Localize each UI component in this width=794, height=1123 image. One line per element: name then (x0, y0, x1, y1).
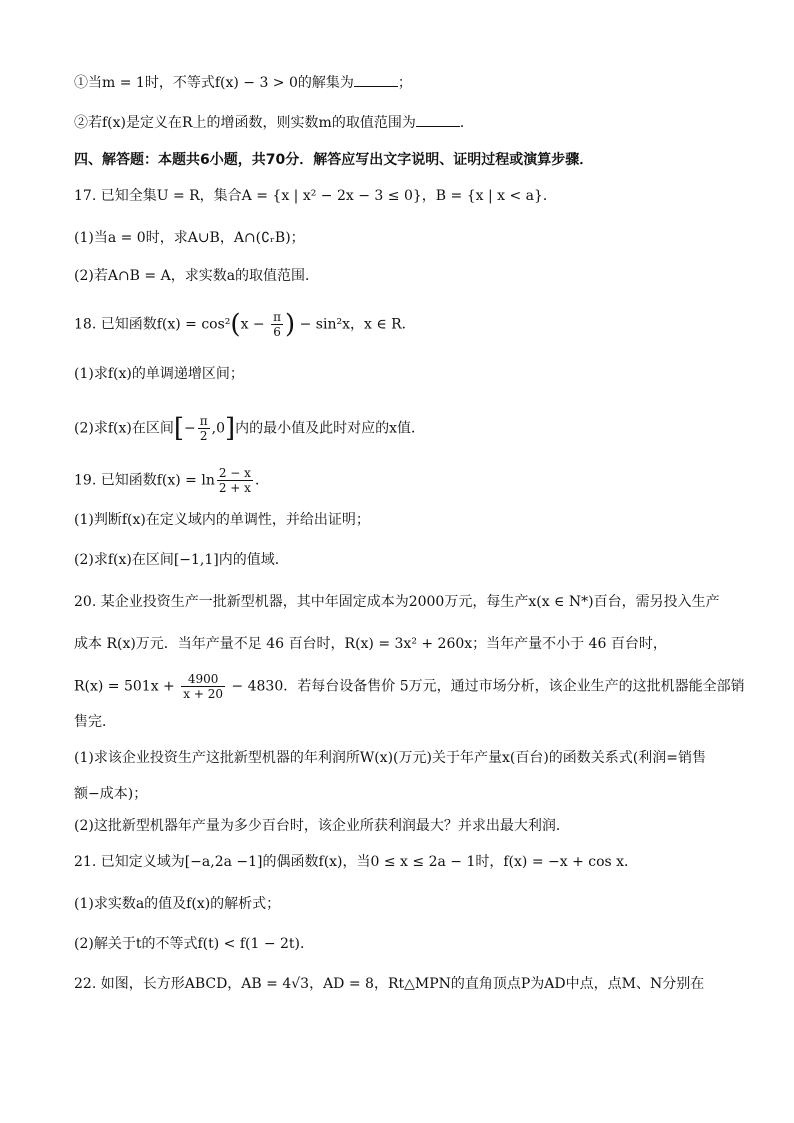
problem-18-part-2: (2)求f(x)在区间[− $\frac{\pi}{2}$ ,0]内的最小值及此时对应的x值． (74, 413, 426, 444)
fraction: $\frac{\pi}{6}$ (273, 310, 281, 339)
fraction: $\frac{4900}{x + 20}$ (183, 672, 223, 701)
problem-17-part-2: (2)若A∩B = A，求实数a的取值范围． (74, 268, 320, 284)
problem-22: 22. 如图，长方形ABCD，AB = 4√3，AD = 8，Rt△MPN的直角顶点P为AD中点，点M、N分别在 (74, 976, 705, 992)
problem-19-part-2: (2)求f(x)在区间[−1,1]内的值域． (74, 552, 289, 568)
answer-blank (354, 72, 398, 87)
problem-20-part-1: (1)求该企业投资生产这批新型机器的年利润所W(x)(万元)关于年产量x(百台)的函数关系式(利润=销售 (74, 750, 706, 766)
problem-18: 18. 已知函数f(x) = cos²(x − $\frac{\pi}{6}$ ) − sin²x，x ∈ R． (74, 309, 416, 340)
problem-19: 19. 已知函数f(x) = ln $\frac{2 - x}{2 + x}$ ． (74, 466, 269, 495)
fraction: $\frac{2 - x}{2 + x}$ (218, 466, 251, 495)
problem-17: 17. 已知全集U = R，集合A = {x | x² − 2x − 3 ≤ 0}，B = {x | x < a}． (74, 188, 557, 204)
problem-17-part-1: (1)当a = 0时，求A∪B，A∩(∁ᵣB)； (74, 230, 305, 246)
problem-20-line-4: 售完． (74, 714, 116, 730)
problem-20-part-2: (2)这批新型机器年产量为多少百台时，该企业所获利润最大？并求出最大利润． (74, 818, 570, 834)
problem-19-part-1: (1)判断f(x)在定义域内的单调性，并给出证明； (74, 512, 370, 528)
fraction: $\frac{\pi}{2}$ (199, 414, 208, 443)
problem-21: 21. 已知定义域为[−a,2a −1]的偶函数f(x)，当0 ≤ x ≤ 2a − 1时，f(x) = −x + cos x． (74, 854, 639, 870)
problem-20-line-3: R(x) = 501x + $\frac{4900}{x + 20}$ − 4830．若每台设备售价 5万元，通过市场分析，该企业生产的这批机器能全部销 (74, 672, 745, 701)
problem-20-part-1-cont: 额−成本)； (74, 786, 148, 802)
problem-20-line-2: 成本 R(x)万元．当年产量不足 46 百台时，R(x) = 3x² + 260x；当年产量不小于 46 百台时， (74, 636, 667, 652)
problem-21-part-2: (2)解关于t的不等式f(t) < f(1 − 2t)． (74, 936, 314, 952)
problem-16-part-1: ①当m = 1时，不等式f(x) − 3 > 0的解集为 ； (74, 72, 734, 93)
section-heading: 四、解答题：本题共6小题，共70分．解答应写出文字说明、证明过程或演算步骤． (74, 152, 594, 168)
problem-16-part-2: ②若f(x)是定义在R上的增函数，则实数m的取值范围为 ． (74, 112, 734, 133)
problem-18-part-1: (1)求f(x)的单调递增区间； (74, 366, 244, 382)
problem-21-part-1: (1)求实数a的值及f(x)的解析式； (74, 896, 281, 912)
problem-20-line-1: 20. 某企业投资生产一批新型机器，其中年固定成本为2000万元，每生产x(x ∈ N*)百台，需另投入生产 (74, 594, 720, 610)
answer-blank (416, 112, 460, 127)
